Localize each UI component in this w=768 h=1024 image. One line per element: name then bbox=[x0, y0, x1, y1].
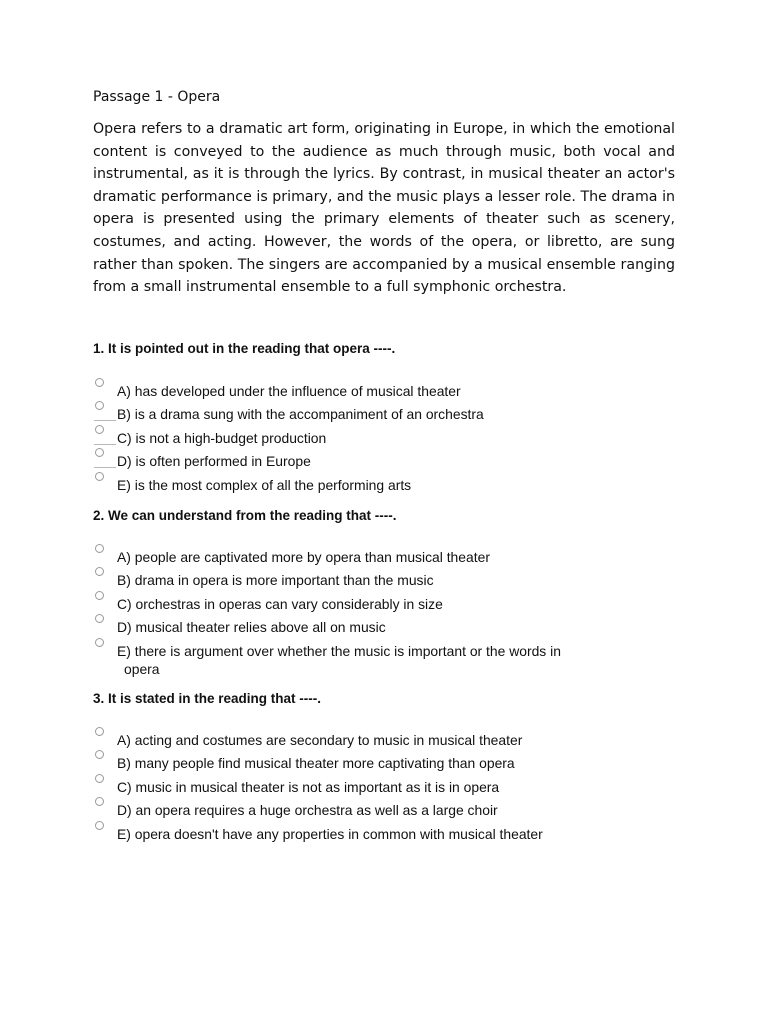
option-label: C) is not a high-budget production bbox=[117, 429, 327, 446]
radio-button-icon[interactable] bbox=[95, 797, 104, 806]
option-label: E) opera doesn't have any properties in common with musical theater bbox=[117, 825, 543, 842]
question-1 bbox=[93, 339, 693, 493]
radio-button-icon[interactable] bbox=[95, 638, 104, 647]
question-stem: 3. It is stated in the reading that ----. bbox=[93, 691, 322, 706]
radio-button-icon[interactable] bbox=[95, 614, 104, 623]
answer-options bbox=[93, 382, 693, 499]
option-label: A) has developed under the influence of musical theater bbox=[117, 383, 461, 399]
option-a[interactable] bbox=[93, 731, 693, 754]
radio-button-icon[interactable] bbox=[95, 591, 104, 600]
option-label: C) orchestras in operas can vary considerably in size bbox=[117, 595, 443, 612]
option-d[interactable] bbox=[93, 618, 693, 641]
option-label: D) is often performed in Europe bbox=[117, 453, 311, 470]
option-a[interactable] bbox=[93, 382, 693, 405]
option-label: B) is a drama sung with the accompaniment of an orchestra bbox=[117, 406, 484, 423]
radio-button-icon[interactable] bbox=[95, 727, 104, 736]
option-label: B) drama in opera is more important than the music bbox=[117, 572, 434, 589]
radio-button-icon[interactable] bbox=[95, 567, 104, 576]
option-b[interactable] bbox=[93, 405, 693, 428]
option-e[interactable] bbox=[93, 476, 693, 499]
question-2 bbox=[93, 506, 693, 677]
option-d[interactable] bbox=[93, 801, 693, 824]
radio-button-icon[interactable] bbox=[95, 425, 104, 434]
option-c[interactable] bbox=[93, 429, 693, 452]
option-label: C) music in musical theater is not as important as it is in opera bbox=[117, 778, 500, 795]
question-stem: 2. We can understand from the reading that ----. bbox=[93, 508, 397, 523]
passage-text: Opera refers to a dramatic art form, originating in Europe, in which the emotional content is conveyed to the audience as much through music, both vocal and instrumental, as it is through the lyrics. By contrast, in musical theater an actor's dramatic performance is primary, and the music plays a lesser role. The drama in opera is presented using the primary elements of theater such as scenery, costumes, and acting. However, the words of the opera, or libretto, are sung rather than spoken. The singers are accompanied by a musical ensemble ranging from a small instrumental ensemble to a full symphonic orchestra. bbox=[93, 121, 675, 296]
answer-options bbox=[93, 731, 693, 848]
answer-options bbox=[93, 548, 693, 682]
option-a[interactable] bbox=[93, 548, 693, 571]
radio-button-icon[interactable] bbox=[95, 378, 104, 387]
option-label bbox=[117, 642, 561, 678]
passage-title: Passage 1 - Opera bbox=[93, 89, 221, 105]
option-d[interactable] bbox=[93, 452, 693, 475]
option-e[interactable] bbox=[93, 825, 693, 848]
radio-button-icon[interactable] bbox=[95, 774, 104, 783]
radio-button-icon[interactable] bbox=[95, 448, 104, 457]
option-label: D) musical theater relies above all on music bbox=[117, 619, 386, 636]
question-3 bbox=[93, 689, 693, 842]
radio-button-icon[interactable] bbox=[95, 544, 104, 553]
option-label: A) people are captivated more by opera than musical theater bbox=[117, 549, 490, 565]
option-label: E) is the most complex of all the performing arts bbox=[117, 476, 412, 493]
option-e[interactable] bbox=[93, 642, 693, 682]
radio-button-icon[interactable] bbox=[95, 401, 104, 410]
option-b[interactable] bbox=[93, 571, 693, 594]
option-label: A) acting and costumes are secondary to music in musical theater bbox=[117, 732, 523, 748]
radio-button-icon[interactable] bbox=[95, 750, 104, 759]
radio-button-icon[interactable] bbox=[95, 821, 104, 830]
option-label: B) many people find musical theater more captivating than opera bbox=[117, 755, 515, 772]
option-label-line-2: opera bbox=[124, 660, 160, 677]
option-label: D) an opera requires a huge orchestra as well as a large choir bbox=[117, 802, 498, 819]
option-c[interactable] bbox=[93, 595, 693, 618]
question-stem: 1. It is pointed out in the reading that opera ----. bbox=[93, 341, 396, 356]
option-c[interactable] bbox=[93, 778, 693, 801]
radio-button-icon[interactable] bbox=[95, 472, 104, 481]
option-label-line-1: E) there is argument over whether the music is important or the words in bbox=[117, 642, 561, 659]
option-b[interactable] bbox=[93, 754, 693, 777]
